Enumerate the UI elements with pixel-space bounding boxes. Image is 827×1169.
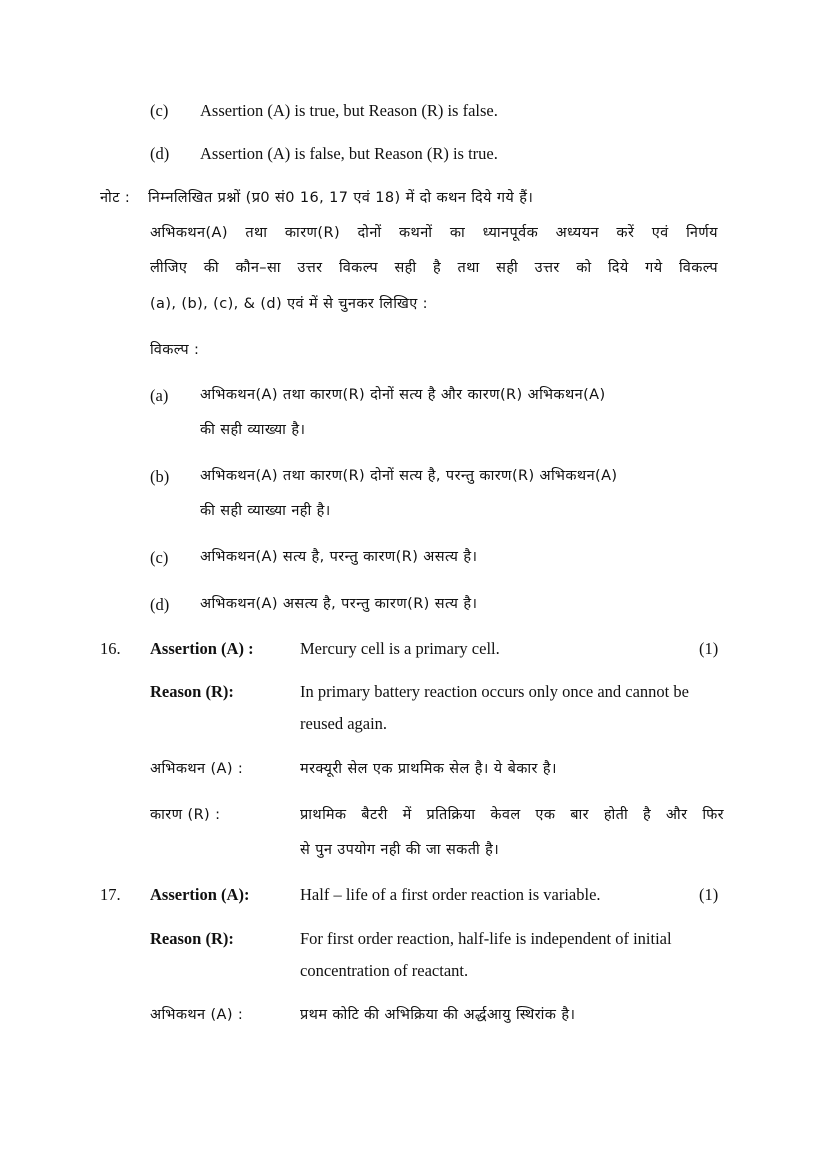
hindi-reason-text: प्राथमिक बैटरी में प्रतिक्रिया केवल एक बार होती है और फिर <box>300 807 724 823</box>
note-line: निम्नलिखित प्रश्नों (प्र0 सं0 16, 17 एवं 18) में दो कथन दिये गये हैं। <box>148 190 534 206</box>
hindi-assertion-label: अभिकथन (A) : <box>150 1007 244 1023</box>
reason-text: For first order reaction, half-life is independent of initial <box>300 929 672 948</box>
marks: (1) <box>699 885 719 904</box>
option-text: अभिकथन(A) असत्य है, परन्तु कारण(R) सत्य है। <box>200 596 478 612</box>
option-text: की सही व्याख्या है। <box>200 422 306 438</box>
option-label: (c) <box>150 101 169 120</box>
hindi-reason-label: कारण (R) : <box>150 807 221 823</box>
option-text: Assertion (A) is false, but Reason (R) is true. <box>200 144 498 163</box>
reason-text: reused again. <box>300 714 388 733</box>
marks: (1) <box>699 639 719 658</box>
option-text: की सही व्याख्या नही है। <box>200 503 331 519</box>
option-label: (d) <box>150 144 170 163</box>
reason-label: Reason (R): <box>150 682 234 701</box>
note-line: अभिकथन(A) तथा कारण(R) दोनों कथनों का ध्यानपूर्वक अध्ययन करें एवं निर्णय <box>150 225 718 241</box>
note-prefix: नोट : <box>100 190 131 206</box>
option-label: (a) <box>150 386 169 405</box>
option-text: अभिकथन(A) सत्य है, परन्तु कारण(R) असत्य है। <box>200 549 478 565</box>
reason-text: In primary battery reaction occurs only once and cannot be <box>300 682 689 701</box>
assertion-label: Assertion (A): <box>150 885 250 904</box>
assertion-text: Mercury cell is a primary cell. <box>300 639 500 658</box>
option-text: Assertion (A) is true, but Reason (R) is false. <box>200 101 498 120</box>
question-number: 17. <box>100 885 121 904</box>
option-text: अभिकथन(A) तथा कारण(R) दोनों सत्य है और कारण(R) अभिकथन(A) <box>200 387 606 403</box>
option-label: (b) <box>150 467 170 486</box>
option-label: (d) <box>150 595 170 614</box>
note-line: (a), (b), (c), & (d) एवं में से चुनकर लिखिए : <box>150 296 428 312</box>
hindi-assertion-text: मरक्यूरी सेल एक प्राथमिक सेल है। ये बेकार है। <box>300 761 557 777</box>
reason-label: Reason (R): <box>150 929 234 948</box>
assertion-label: Assertion (A) : <box>150 639 254 658</box>
hindi-assertion-label: अभिकथन (A) : <box>150 761 244 777</box>
question-number: 16. <box>100 639 121 658</box>
options-heading: विकल्प : <box>150 342 200 358</box>
hindi-reason-text: से पुन उपयोग नही की जा सकती है। <box>300 842 500 858</box>
assertion-text: Half – life of a first order reaction is variable. <box>300 885 601 904</box>
option-label: (c) <box>150 548 169 567</box>
reason-text: concentration of reactant. <box>300 961 469 980</box>
hindi-assertion-text: प्रथम कोटि की अभिक्रिया की अर्द्धआयु स्थिरांक है। <box>300 1007 576 1023</box>
option-text: अभिकथन(A) तथा कारण(R) दोनों सत्य है, परन्तु कारण(R) अभिकथन(A) <box>200 468 618 484</box>
note-line: लीजिए की कौन–सा उत्तर विकल्प सही है तथा सही उत्तर को दिये गये विकल्प <box>150 260 718 276</box>
